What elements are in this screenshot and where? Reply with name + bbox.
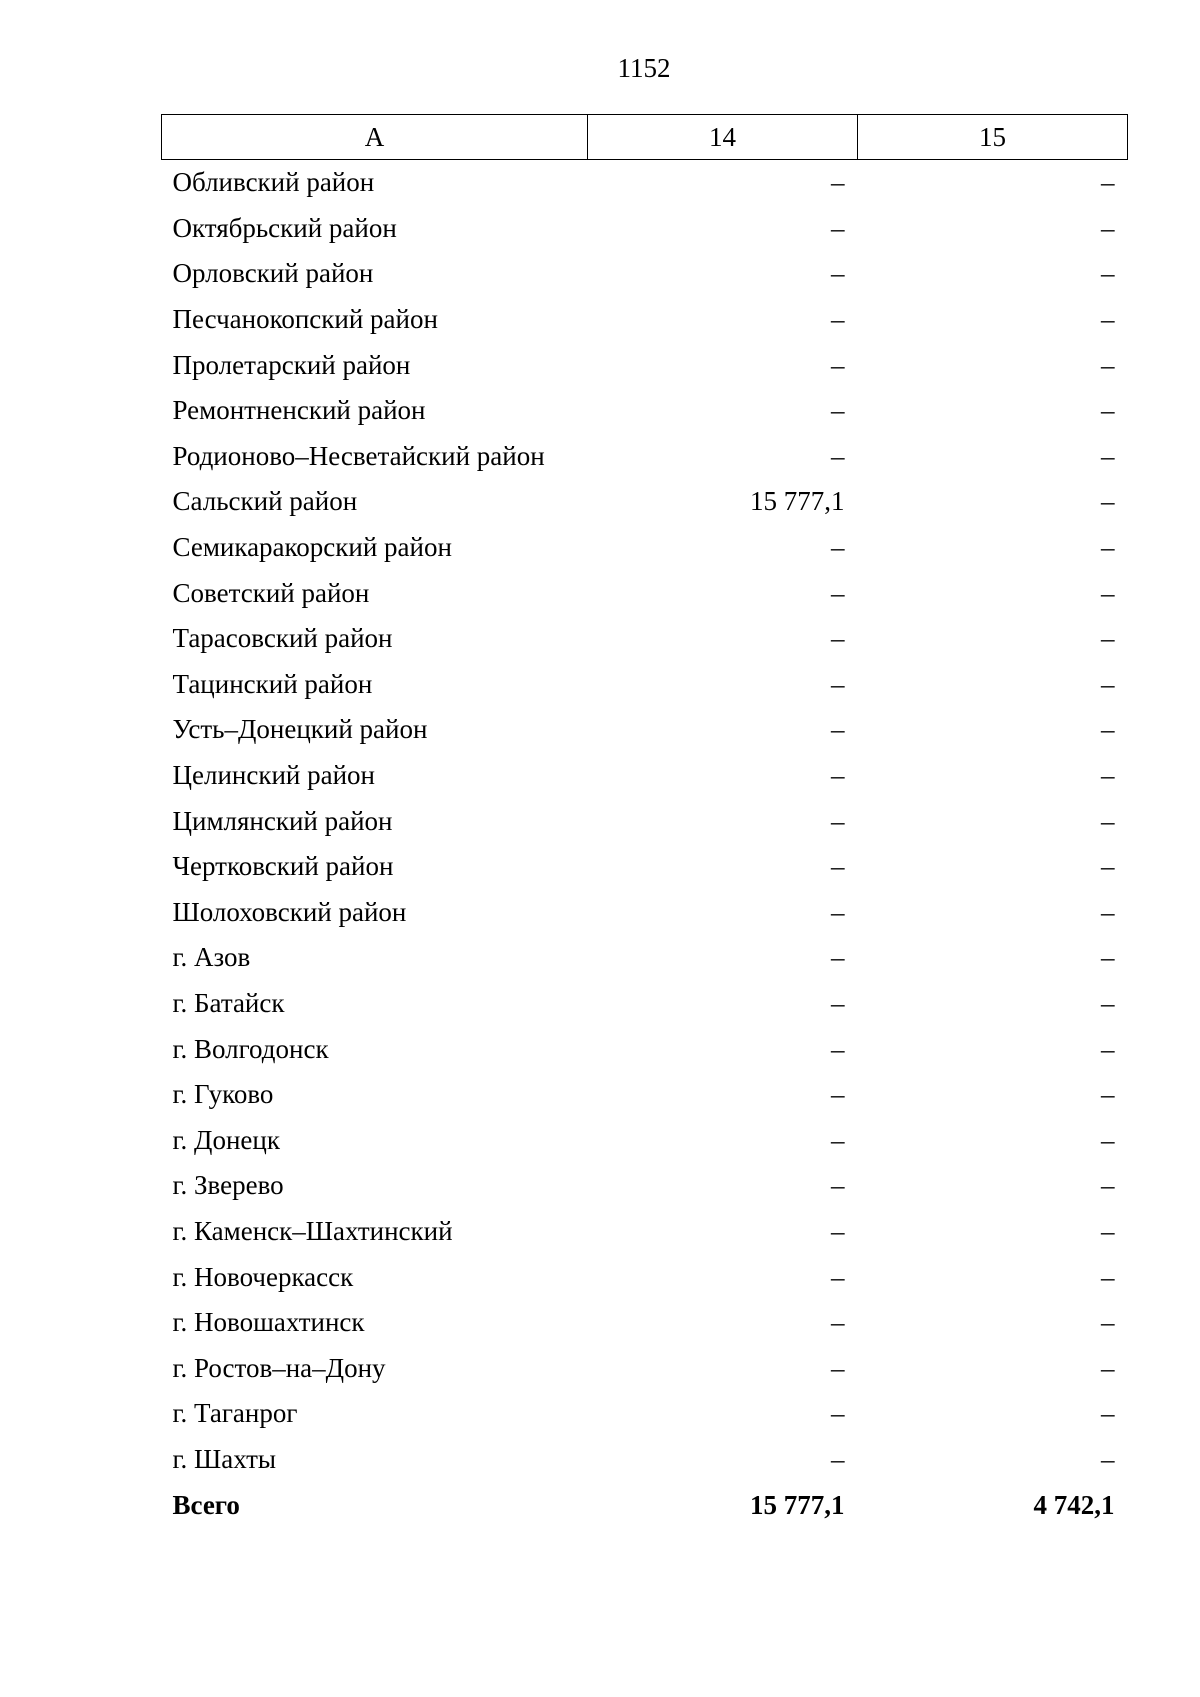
value-15: – <box>1101 212 1115 243</box>
region-name: г. Азов <box>172 942 251 973</box>
table-header <box>162 115 1128 160</box>
value-15: – <box>1101 167 1115 198</box>
table-row <box>162 890 1128 936</box>
value-15: – <box>1101 486 1115 517</box>
region-name: Тацинский район <box>172 668 373 699</box>
value-14: – <box>831 304 845 335</box>
value-14: – <box>831 349 845 380</box>
table-row <box>162 434 1128 480</box>
region-name: Ремонтненский район <box>172 395 426 426</box>
region-name: Тарасовский район <box>172 623 393 654</box>
page-number: 1152 <box>617 53 671 83</box>
value-15: – <box>1101 623 1115 654</box>
value-14: – <box>831 668 845 699</box>
value-15: – <box>1101 851 1115 882</box>
value-15: – <box>1101 1124 1115 1155</box>
table-row <box>162 206 1128 252</box>
value-14: – <box>831 1307 845 1338</box>
value-14: – <box>831 805 845 836</box>
value-14: – <box>831 532 845 563</box>
table-row <box>162 1437 1128 1483</box>
table-row <box>162 1345 1128 1391</box>
region-name: Песчанокопский район <box>172 304 438 335</box>
value-15: – <box>1101 1307 1115 1338</box>
table-row <box>162 1117 1128 1163</box>
value-15: – <box>1101 1352 1115 1383</box>
table-row <box>162 662 1128 708</box>
region-name: Родионово–Несветайский район <box>172 440 545 471</box>
region-name: Сальский район <box>172 486 358 517</box>
table-row <box>162 342 1128 388</box>
table-row <box>162 1391 1128 1437</box>
value-14: – <box>831 942 845 973</box>
value-14: – <box>831 1215 845 1246</box>
region-name: г. Батайск <box>172 987 285 1018</box>
value-15: – <box>1101 395 1115 426</box>
table-row <box>162 981 1128 1027</box>
table-row <box>162 1026 1128 1072</box>
header-cell-15: 15 <box>858 115 1128 160</box>
table-row <box>162 479 1128 525</box>
region-name: Чертковский район <box>172 851 394 882</box>
region-name: г. Новошахтинск <box>172 1307 365 1338</box>
region-name: г. Гуково <box>172 1079 274 1110</box>
value-15: – <box>1101 1443 1115 1474</box>
value-15: – <box>1101 896 1115 927</box>
value-15: – <box>1101 258 1115 289</box>
value-15: – <box>1101 1170 1115 1201</box>
region-name: Орловский район <box>172 258 374 289</box>
table-body <box>162 160 1128 1528</box>
value-14: 15 777,1 <box>750 486 845 517</box>
value-15: – <box>1101 987 1115 1018</box>
region-name: г. Таганрог <box>172 1398 298 1429</box>
value-14: – <box>831 258 845 289</box>
region-name: Шолоховский район <box>172 896 407 927</box>
value-14: – <box>831 395 845 426</box>
region-name: Октябрьский район <box>172 212 397 243</box>
region-name: Пролетарский район <box>172 349 411 380</box>
value-14: – <box>831 760 845 791</box>
value-15: – <box>1101 440 1115 471</box>
table-row <box>162 1072 1128 1118</box>
total-label: Всего <box>172 1489 240 1520</box>
region-name: г. Шахты <box>172 1443 277 1474</box>
table-row <box>162 616 1128 662</box>
region-name: Обливский район <box>172 167 375 198</box>
table-row <box>162 160 1128 206</box>
value-14: – <box>831 1033 845 1064</box>
value-15: – <box>1101 1079 1115 1110</box>
value-14: – <box>831 1443 845 1474</box>
value-14: – <box>831 167 845 198</box>
region-name: Семикаракорский район <box>172 532 452 563</box>
value-15: – <box>1101 1261 1115 1292</box>
region-name: г. Волгодонск <box>172 1033 329 1064</box>
region-name: г. Ростов–на–Дону <box>172 1352 386 1383</box>
value-15: – <box>1101 1033 1115 1064</box>
region-name: г. Каменск–Шахтинский <box>172 1215 453 1246</box>
table-row <box>162 798 1128 844</box>
value-15: – <box>1101 668 1115 699</box>
data-table <box>161 114 1128 1528</box>
total-value-14: 15 777,1 <box>750 1489 845 1520</box>
table-row <box>162 1163 1128 1209</box>
table-row <box>162 1254 1128 1300</box>
table-row <box>162 707 1128 753</box>
value-14: – <box>831 1079 845 1110</box>
header-row <box>162 115 1128 160</box>
header-cell-14: 14 <box>588 115 858 160</box>
value-14: – <box>831 1352 845 1383</box>
value-14: – <box>831 1261 845 1292</box>
value-15: – <box>1101 805 1115 836</box>
value-15: – <box>1101 577 1115 608</box>
table-row <box>162 251 1128 297</box>
value-14: – <box>831 1398 845 1429</box>
value-15: – <box>1101 714 1115 745</box>
table-row <box>162 570 1128 616</box>
value-14: – <box>831 1170 845 1201</box>
value-14: – <box>831 212 845 243</box>
total-row <box>162 1482 1128 1528</box>
value-14: – <box>831 577 845 608</box>
table-row <box>162 1209 1128 1255</box>
value-15: – <box>1101 1215 1115 1246</box>
table-row <box>162 1300 1128 1346</box>
value-14: – <box>831 440 845 471</box>
value-15: – <box>1101 760 1115 791</box>
table-row <box>162 297 1128 343</box>
value-14: – <box>831 623 845 654</box>
value-15: – <box>1101 304 1115 335</box>
value-14: – <box>831 1124 845 1155</box>
table-row <box>162 935 1128 981</box>
region-name: г. Зверево <box>172 1170 284 1201</box>
total-value-15: 4 742,1 <box>1033 1489 1115 1520</box>
value-14: – <box>831 851 845 882</box>
table-row <box>162 388 1128 434</box>
region-name: Советский район <box>172 577 370 608</box>
value-14: – <box>831 987 845 1018</box>
region-name: Целинский район <box>172 760 375 791</box>
region-name: г. Новочеркасск <box>172 1261 354 1292</box>
table-row <box>162 525 1128 571</box>
table-row <box>162 753 1128 799</box>
region-name: г. Донецк <box>172 1124 280 1155</box>
header-cell-a: А <box>162 115 588 160</box>
value-15: – <box>1101 532 1115 563</box>
value-15: – <box>1101 349 1115 380</box>
region-name: Цимлянский район <box>172 805 393 836</box>
value-15: – <box>1101 942 1115 973</box>
table-row <box>162 844 1128 890</box>
value-14: – <box>831 896 845 927</box>
region-name: Усть–Донецкий район <box>172 714 428 745</box>
value-14: – <box>831 714 845 745</box>
value-15: – <box>1101 1398 1115 1429</box>
